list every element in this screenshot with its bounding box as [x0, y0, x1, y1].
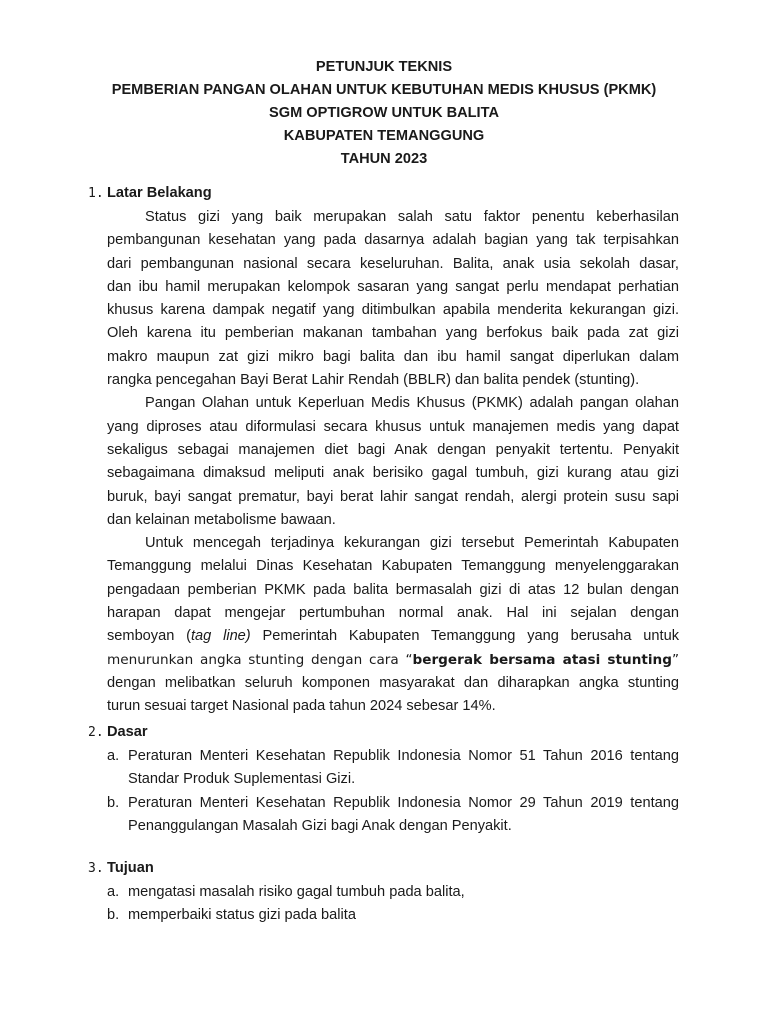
list-label: a. — [107, 748, 120, 764]
list-line: Penanggulangan Masalah Gizi bagi Anak dengan Penyakit. — [128, 817, 512, 834]
text-run: Pemerintah Kabupaten Temanggung yang berusaha untuk — [250, 628, 680, 645]
paragraph-line: sebagaimana dimaksud meliputi anak berisiko gagal tumbuh, gizi kurang atau gizi — [107, 465, 679, 482]
section-heading — [88, 182, 680, 205]
title-line: KABUPATEN TEMANGGUNG — [283, 128, 485, 144]
section-number: 1. — [88, 186, 104, 201]
paragraph-line: harapan dapat mengejar pertumbuhan normal anak. Hal ini sejalan dengan — [107, 605, 679, 622]
paragraph-line: turun sesuai target Nasional pada tahun 2024 sebesar 14%. — [107, 698, 496, 715]
section-tujuan — [88, 857, 680, 928]
title-line: PETUNJUK TEKNIS — [315, 59, 453, 75]
list-item — [107, 792, 679, 839]
bold-tagline: bergerak bersama atasi stunting — [412, 651, 672, 668]
section-heading — [88, 857, 680, 880]
section-title: Tujuan — [107, 860, 154, 876]
paragraph-line — [107, 625, 679, 648]
italic-text: tag line) — [191, 628, 251, 645]
paragraph-line: Untuk mencegah terjadinya kekurangan gizi tersebut Pemerintah Kabupaten — [145, 535, 679, 552]
paragraph-line: pengadaan pemberian PKMK pada balita bermasalah gizi di atas 12 bulan dengan — [107, 581, 679, 598]
paragraph-line — [107, 649, 679, 672]
list-line: Peraturan Menteri Kesehatan Republik Indonesia Nomor 51 Tahun 2016 tentang — [128, 748, 679, 764]
title-line: SGM OPTIGROW UNTUK BALITA — [269, 105, 499, 121]
text-run: menurunkan angka stunting dengan cara “ — [107, 651, 413, 668]
paragraph-line: rangka pencegahan Bayi Berat Lahir Rendah (BBLR) dan balita pendek (stunting). — [107, 372, 640, 389]
text-run: semboyan ( — [107, 628, 191, 645]
section-number: 3. — [88, 861, 104, 876]
title-line: TAHUN 2023 — [340, 151, 428, 167]
list-line: mengatasi masalah risiko gagal tumbuh pada balita, — [128, 884, 465, 900]
paragraph-line: sekaligus sebagai manajemen diet bagi Anak dengan penyakit tertentu. Penyakit — [107, 441, 679, 458]
paragraph-line: khusus karena dampak negatif yang ditimbulkan apabila menderita kekurangan gizi. — [107, 302, 679, 319]
list-label: b. — [107, 907, 120, 924]
paragraph-line: dengan melibatkan seluruh komponen masyarakat dan diharapkan angka stunting — [107, 674, 679, 691]
list-line: Peraturan Menteri Kesehatan Republik Indonesia Nomor 29 Tahun 2019 tentang — [128, 794, 679, 811]
paragraph-line: dan kelainan metabolisme bawaan. — [107, 511, 336, 528]
section-latar-belakang — [88, 182, 680, 719]
list-line: Standar Produk Suplementasi Gizi. — [128, 771, 356, 788]
title-line: PEMBERIAN PANGAN OLAHAN UNTUK KEBUTUHAN MEDIS KHUSUS (PKMK) — [111, 82, 657, 98]
paragraph-line: dan ibu hamil merupakan kelompok sasaran yang sangat perlu mendapat perhatian — [107, 278, 679, 295]
paragraph-line: Temanggung melalui Dinas Kesehatan Kabupaten Temanggung menyelenggarakan — [107, 558, 679, 575]
list-item — [107, 904, 679, 927]
paragraph-line: Status gizi yang baik merupakan salah satu faktor penentu keberhasilan — [145, 209, 679, 225]
section-number: 2. — [88, 725, 104, 740]
paragraph-line: makro maupun zat gizi mikro bagi balita dan ibu hamil sangat diperlukan dalam — [107, 348, 679, 365]
paragraph-line: Pangan Olahan untuk Keperluan Medis Khusus (PKMK) adalah pangan olahan — [145, 395, 679, 412]
list-line: memperbaiki status gizi pada balita — [128, 907, 356, 924]
section-title: Latar Belakang — [107, 185, 212, 201]
text-run: ” — [671, 651, 679, 668]
section-body — [107, 206, 679, 719]
list — [107, 745, 679, 838]
document-title — [0, 56, 768, 171]
list-item — [107, 745, 679, 792]
list — [107, 881, 679, 928]
list-label: b. — [107, 794, 120, 811]
section-dasar — [88, 721, 680, 838]
paragraph-line: buruk, bayi sangat prematur, bayi berat lahir sangat rendah, alergi protein susu sapi — [107, 488, 679, 505]
paragraph-line: Oleh karena itu pemberian makanan tambahan yang berfokus baik pada zat gizi — [107, 325, 679, 342]
paragraph-line: yang diproses atau diformulasi secara khusus untuk manajemen medis yang dapat — [107, 418, 679, 435]
section-heading — [88, 721, 680, 744]
paragraph-line: dari pembangunan nasional secara keseluruhan. Balita, anak usia sekolah dasar, — [107, 255, 679, 272]
section-title: Dasar — [107, 724, 148, 740]
list-item — [107, 881, 679, 904]
paragraph-line: pembangunan kesehatan yang pada dasarnya adalah bagian yang tak terpisahkan — [107, 232, 679, 249]
list-label: a. — [107, 884, 120, 900]
